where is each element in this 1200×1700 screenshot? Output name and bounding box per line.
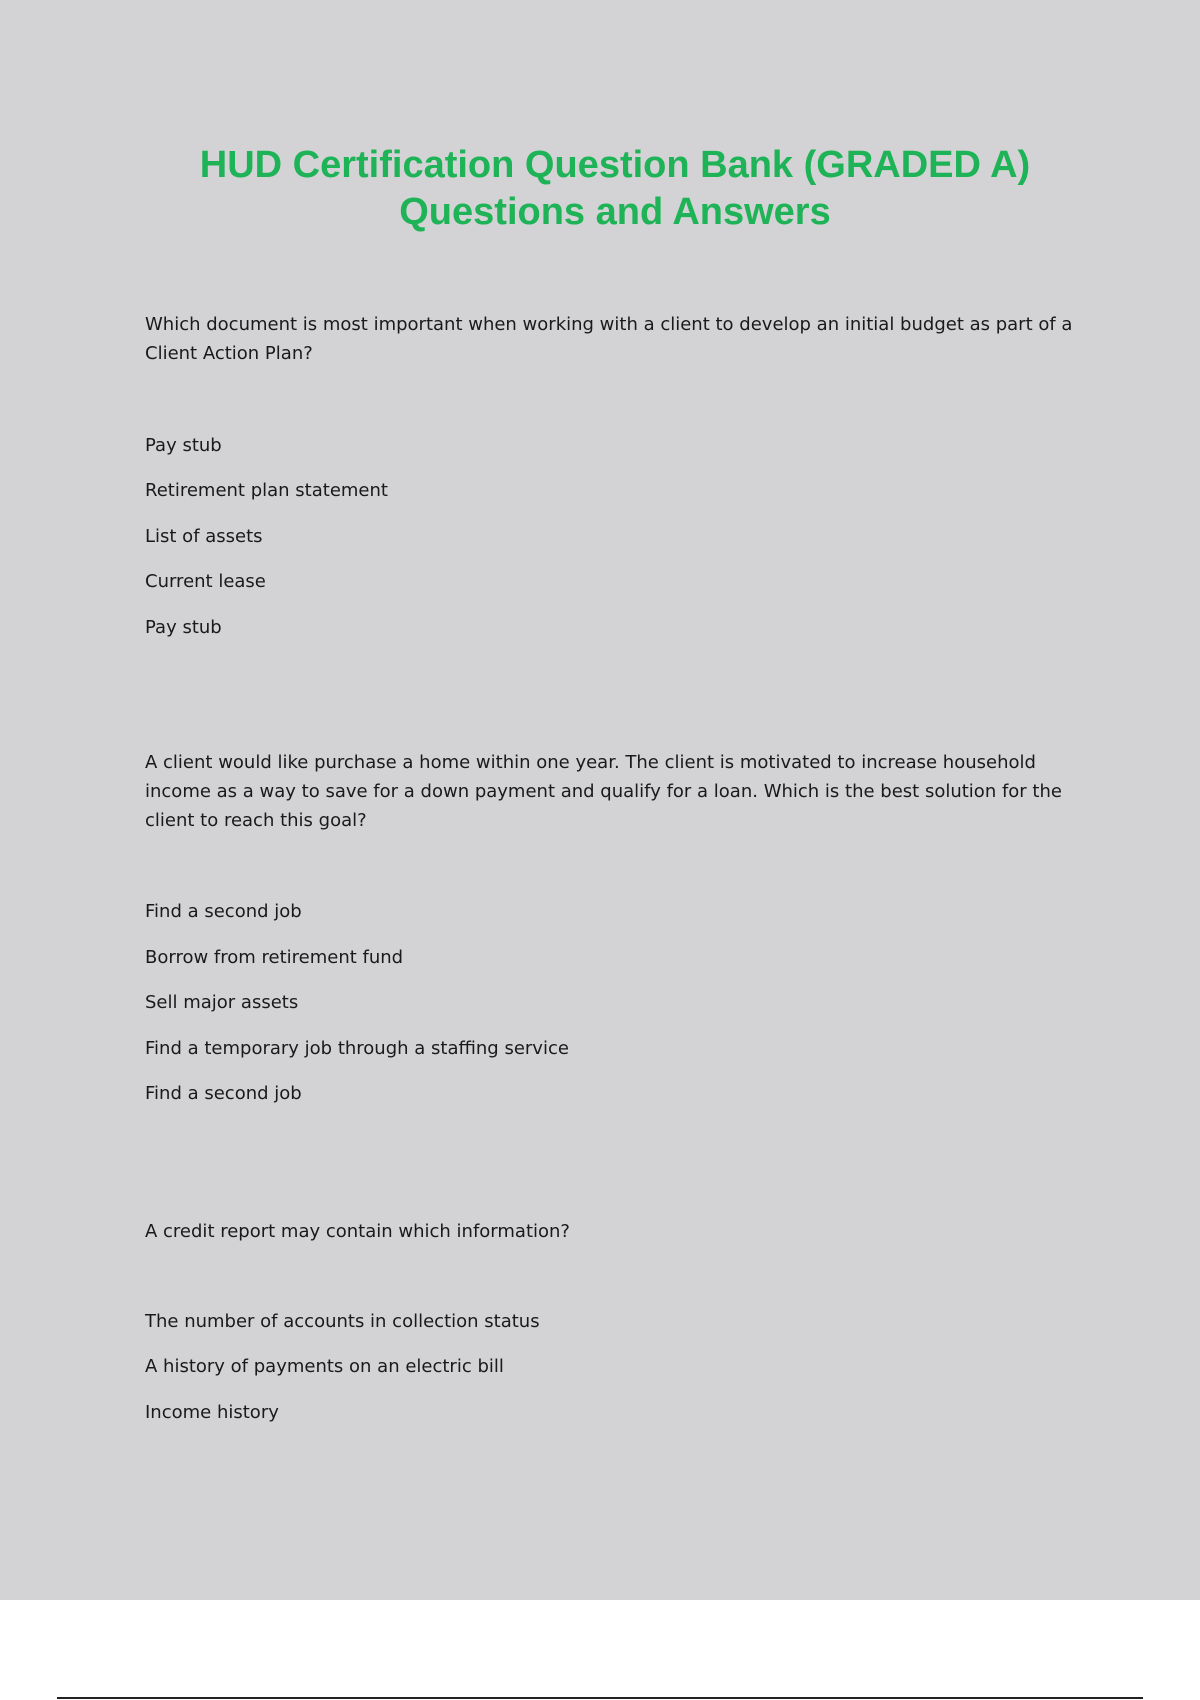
question-2-option-5: Find a second job: [145, 1083, 302, 1104]
question-2-option-2: Borrow from retirement fund: [145, 947, 404, 968]
question-2-option-4: Find a temporary job through a staffing service: [145, 1038, 569, 1059]
question-1-option-2: Retirement plan statement: [145, 480, 388, 501]
question-2-option-3: Sell major assets: [145, 992, 299, 1013]
question-3-text: A credit report may contain which information?: [145, 1221, 570, 1242]
question-3-option-3: Income history: [145, 1402, 279, 1423]
question-1-option-3: List of assets: [145, 526, 263, 547]
question-3-option-2: A history of payments on an electric bill: [145, 1356, 504, 1377]
question-1-text: Which document is most important when working with a client to develop an initial budget as part of a Client Action Plan?: [145, 314, 1073, 364]
question-1-option-1: Pay stub: [145, 435, 222, 456]
footer-divider: [57, 1697, 1143, 1699]
question-2-text: A client would like purchase a home within one year. The client is motivated to increase household income as a way to save for a down payment and qualify for a loan. Which is the best solution for the client to reach this goal?: [145, 752, 1062, 831]
document-title: [150, 142, 1080, 236]
title-line-2: Questions and Answers: [399, 191, 831, 233]
question-2-option-1: Find a second job: [145, 901, 302, 922]
question-3-option-1: The number of accounts in collection status: [145, 1311, 540, 1332]
title-line-1: HUD Certification Question Bank (GRADED A): [199, 144, 1031, 186]
question-1-option-4: Current lease: [145, 571, 266, 592]
question-1-option-5: Pay stub: [145, 617, 222, 638]
